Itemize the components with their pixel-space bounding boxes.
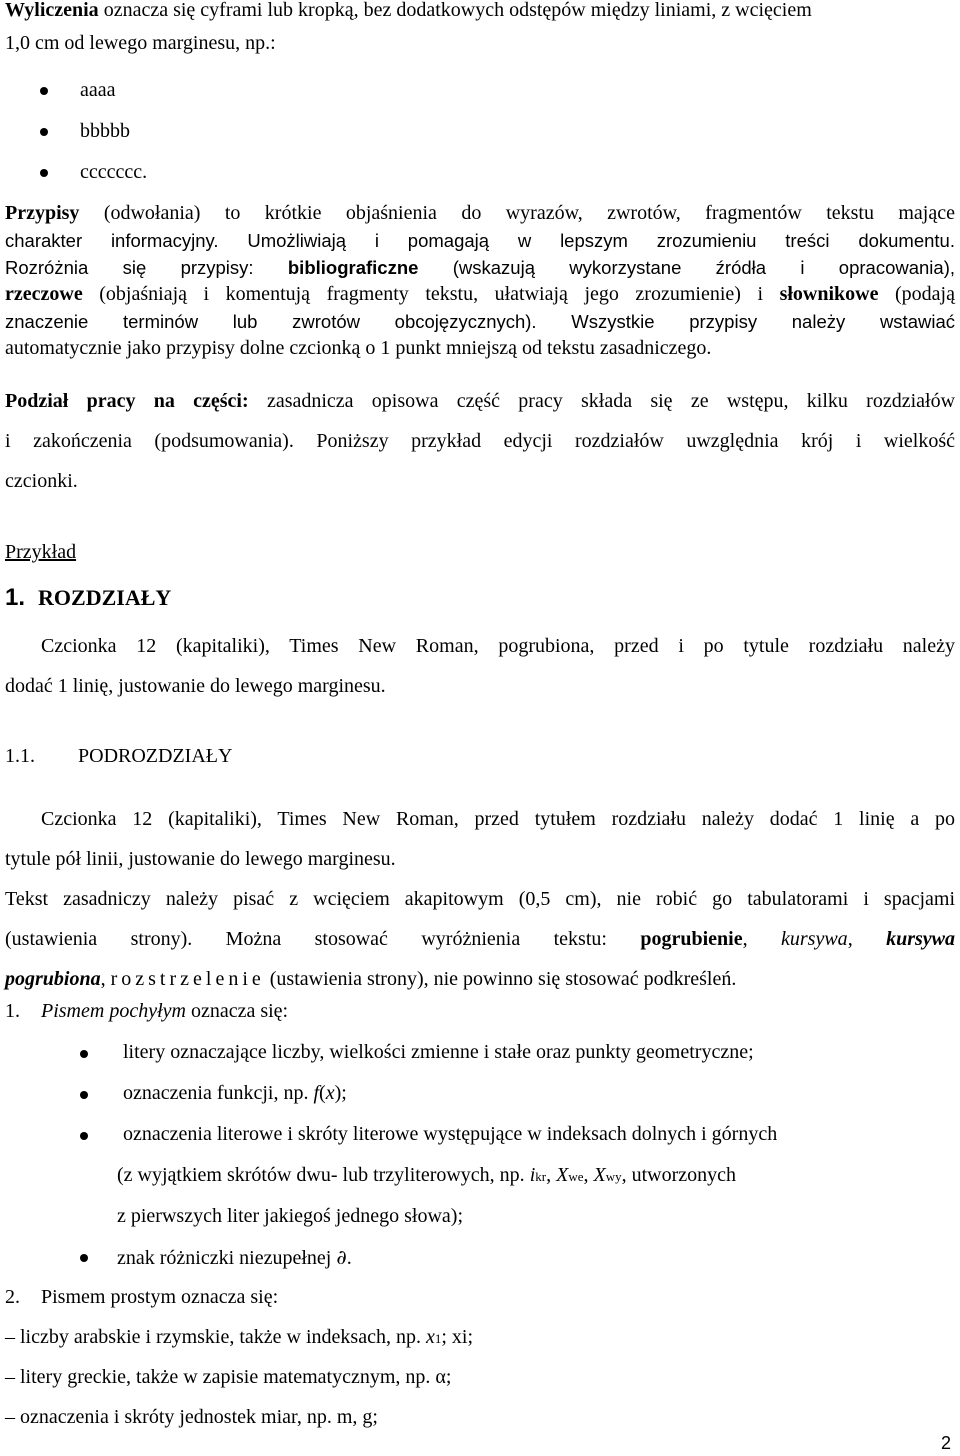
- text-line: dodać 1 linię, justowanie do lewego marginesu.: [5, 675, 386, 697]
- list-item: aaaa: [80, 79, 116, 101]
- text-line: [5, 0, 955, 22]
- text: – liczby arabskie i rzymskie, także w indeksach, np.: [5, 1326, 426, 1348]
- text: (ustawienia strony), nie powinno się stosować podkreśleń.: [264, 968, 737, 990]
- list-item: [123, 1082, 347, 1105]
- term-footnotes: Przypisy: [5, 202, 80, 224]
- text-line: [5, 32, 955, 55]
- text: ,: [583, 1164, 594, 1186]
- text: (podają: [878, 283, 955, 305]
- chapter-title: ROZDZIAŁY: [38, 585, 172, 610]
- text: ,: [100, 968, 111, 990]
- list-item: [117, 1245, 352, 1270]
- subscript: kr: [535, 1169, 547, 1184]
- paragraph-chapter-format: [5, 626, 955, 706]
- bullet-icon: [80, 1091, 88, 1099]
- list-item: ccccccc.: [80, 161, 148, 183]
- paragraph-enumerations: [5, 0, 955, 55]
- subscript: 1: [434, 1331, 442, 1346]
- text: ; xi;: [441, 1326, 474, 1348]
- subchapter-number: 1.1.: [5, 745, 35, 767]
- text: (: [319, 1082, 326, 1104]
- text: Czcionka 12 (kapitaliki),: [41, 635, 270, 657]
- function-symbol: f: [313, 1082, 320, 1104]
- section-lead: [41, 1000, 288, 1023]
- text-line: [5, 254, 955, 281]
- bullet-icon: [40, 169, 48, 177]
- italic-example: kursywa: [781, 928, 848, 950]
- bullet-icon: [80, 1050, 88, 1058]
- text-line: znaczenie terminów lub zwrotów obcojęzycznych). Wszystkie przypisy należy wstawiać: [5, 311, 955, 332]
- term-bibliographic: bibliograficzne: [287, 257, 419, 278]
- paragraph-footnotes: [5, 200, 955, 362]
- text: 1,0 cm od lewego marginesu, np.:: [5, 32, 276, 54]
- text: ,: [847, 928, 887, 950]
- bold-italic-example: kursywa: [886, 928, 956, 950]
- list-item-continuation: z pierwszych liter jakiegoś jednego słowa);: [117, 1205, 463, 1227]
- subchapter-heading: [5, 745, 233, 768]
- text-line: [5, 381, 955, 421]
- list-item: oznaczenia literowe i skróty literowe występujące w indeksach dolnych i górnych: [123, 1123, 778, 1145]
- dash-item: [5, 1326, 473, 1349]
- bullet-icon: [80, 1254, 88, 1262]
- variable-symbol: x: [425, 1326, 435, 1348]
- spaced-example: rozstrzelenie: [110, 968, 265, 990]
- bullet-icon: [40, 128, 48, 136]
- text: Rozróżnia się przypisy:: [5, 257, 288, 278]
- text: (z wyjątkiem skrótów dwu- lub trzyliterowych, np.: [117, 1164, 530, 1186]
- paragraph-division: [5, 381, 955, 501]
- term-dictionary: słownikowe: [779, 283, 879, 305]
- bullet-icon: [80, 1132, 88, 1140]
- text: oznacza się:: [185, 1000, 289, 1022]
- list-item: bbbbb: [80, 120, 130, 142]
- bullet-icon: [40, 87, 48, 95]
- variable-symbol: X: [593, 1164, 606, 1186]
- text: Times New Roman, pogrubiona, przed i po tytule rozdziału należy: [289, 635, 955, 657]
- partial-derivative-symbol: ∂: [336, 1245, 347, 1269]
- text: .: [346, 1247, 352, 1269]
- text-line: [5, 626, 955, 666]
- bold-example: pogrubienie: [640, 928, 743, 950]
- italic-rule-heading: [5, 1000, 289, 1023]
- text-line: Tekst zasadniczy należy pisać z wcięciem akapitowym (0,5 cm), nie robić go tabulatorami i spacjami: [5, 888, 955, 910]
- text: , utworzonych: [621, 1164, 737, 1186]
- text-line: [5, 200, 955, 227]
- subscript: we: [568, 1169, 584, 1184]
- text: (wskazują wykorzystane źródła i opracowania),: [418, 257, 956, 278]
- text-line: automatycznie jako przypisy dolne czcionką o 1 punkt mniejszą od tekstu zasadniczego.: [5, 337, 712, 359]
- list-item-continuation: [117, 1164, 736, 1187]
- paragraph-subchapter-format: [5, 799, 955, 879]
- text-line: [5, 281, 955, 308]
- text-line: [5, 959, 955, 999]
- text-line: Czcionka 12 (kapitaliki), Times New Roman, przed tytułem rozdziału należy dodać 1 linię a po: [41, 808, 955, 830]
- term-division: Podział pracy na części:: [5, 390, 249, 412]
- text-line: charakter informacyjny. Umożliwiają i pomagają w lepszym zrozumieniu treści dokumentu.: [5, 230, 955, 251]
- text: );: [334, 1082, 347, 1104]
- section-number: 1.: [5, 1000, 20, 1022]
- bold-italic-example: pogrubiona: [5, 968, 101, 990]
- term-enumerations: Wyliczenia: [5, 0, 99, 21]
- page-number: 2: [941, 1433, 952, 1453]
- text-line: czcionki.: [5, 470, 78, 492]
- italic-lead: Pismem pochyłym: [41, 1000, 186, 1022]
- chapter-heading: [5, 584, 171, 612]
- text-line: [5, 919, 955, 959]
- variable-symbol: i: [529, 1164, 536, 1186]
- text: ,: [546, 1164, 557, 1186]
- example-label-text: Przykład: [5, 541, 77, 563]
- text: oznaczenia funkcji, np.: [123, 1082, 314, 1104]
- roman-rule-heading: [5, 1286, 279, 1309]
- text: znak różniczki niezupełnej: [117, 1247, 337, 1269]
- dash-item: – oznaczenia i skróty jednostek miar, np. m, g;: [5, 1406, 378, 1428]
- subscript: wy: [605, 1169, 622, 1184]
- variable-symbol: x: [325, 1082, 335, 1104]
- subchapter-title: PODROZDZIAŁY: [78, 745, 233, 767]
- text-line: tytule pół linii, justowanie do lewego marginesu.: [5, 848, 396, 870]
- text: oznacza się cyframi lub kropką, bez dodatkowych odstępów między liniami, z wcięciem: [98, 0, 812, 21]
- text-line: i zakończenia (podsumowania). Poniższy przykład edycji rozdziałów uwzględnia krój i wielkość: [5, 430, 955, 452]
- text: zasadnicza opisowa część pracy składa się ze wstępu, kilku rozdziałów: [266, 390, 956, 412]
- dash-item: – litery greckie, także w zapisie matematycznym, np. α;: [5, 1366, 452, 1388]
- example-label: [5, 541, 76, 564]
- section-lead: Pismem prostym oznacza się:: [41, 1286, 279, 1308]
- paragraph-main-text: [5, 879, 955, 999]
- variable-symbol: X: [556, 1164, 569, 1186]
- term-factual: rzeczowe: [5, 283, 83, 305]
- chapter-number: 1.: [5, 584, 26, 611]
- text: (ustawienia strony). Można stosować wyróżnienia tekstu:: [5, 928, 641, 950]
- text: ,: [742, 928, 782, 950]
- text: (odwołania) to krótkie objaśnienia do wyrazów, zwrotów, fragmentów tekstu mające: [79, 202, 955, 224]
- list-item: litery oznaczające liczby, wielkości zmienne i stałe oraz punkty geometryczne;: [123, 1041, 754, 1063]
- text: (objaśniają i komentują fragmenty tekstu, ułatwiają jego zrozumienie) i: [82, 283, 780, 305]
- section-number: 2.: [5, 1286, 20, 1308]
